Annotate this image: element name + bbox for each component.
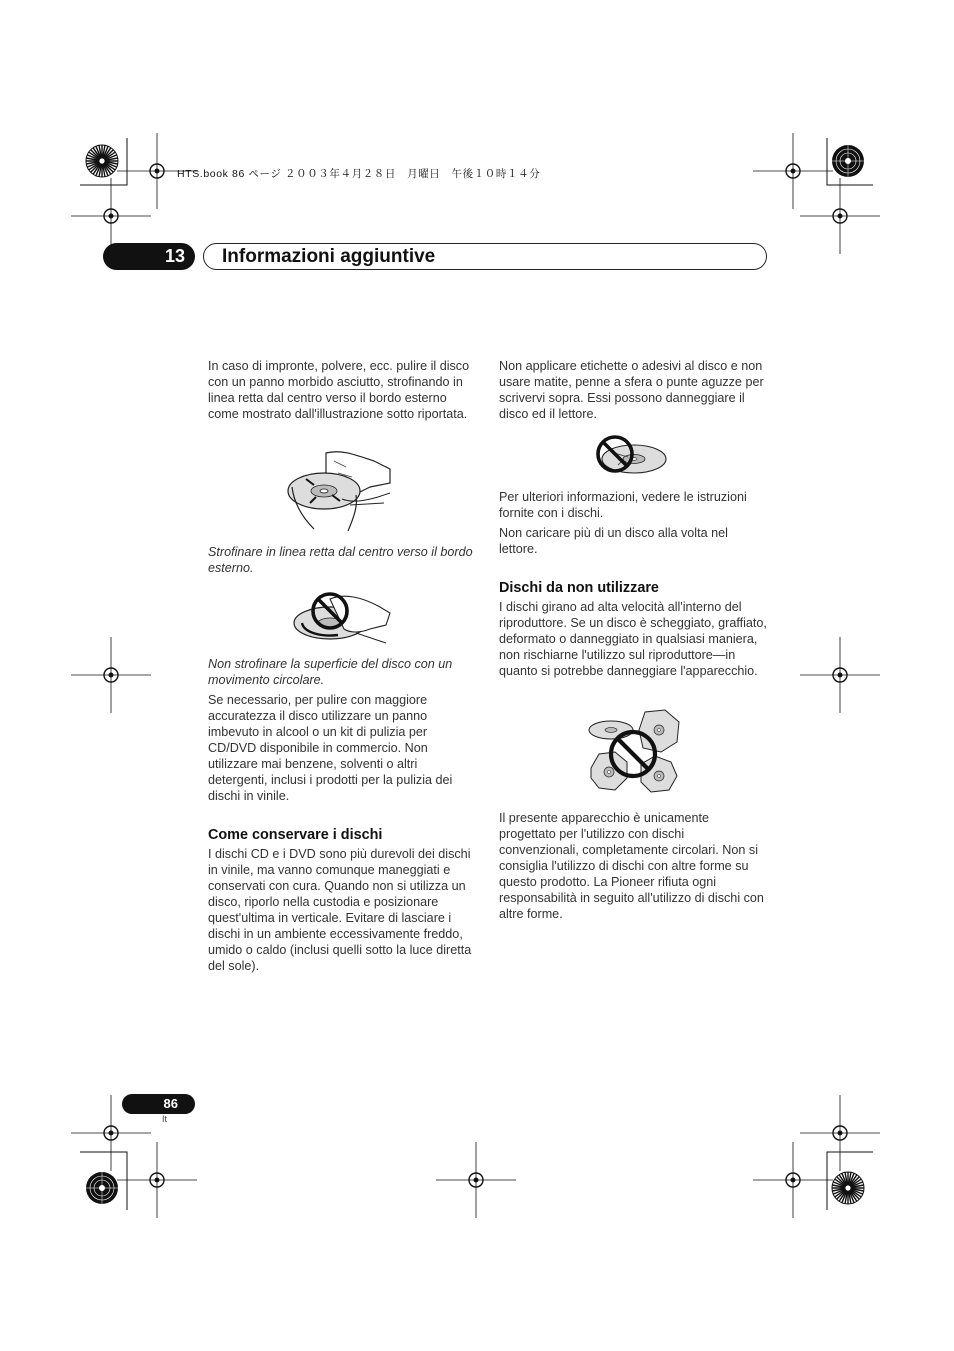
no-labels-on-disc-illustration [594,433,668,477]
intro-paragraph [208,358,476,422]
chapter-title: Informazioni aggiuntive [203,243,767,270]
info-paragraph: Per ulteriori informazioni, vedere le istruzioni fornite con i dischi. [499,490,747,520]
cleaning-paragraph: Se necessario, per pulire con maggiore accuratezza il disco utilizzare un panno imbevuto in alcool o un kit di pulizia per CD/DVD disponibile in commercio. Non utilizzare mai benzene, solventi o altri detergenti, inclusi i prodotti per la pulizia dei dischi in vinile. [208,693,453,803]
caption-wrong-wiping: Non strofinare la superficie del disco con un movimento circolare. [208,657,453,687]
page-number-badge: 86 [122,1094,195,1114]
chapter-number-badge: 13 [103,243,195,270]
storage-paragraph: I dischi CD e i DVD sono più durevoli dei dischi in vinile, ma vanno comunque maneggiati e conservati con cura. Quando non si utilizza un disco, riporlo nella custodia e posizionare quest'ultima in verticale. Evitare di lasciare i dischi in un ambiente eccessivamente freddo, umido o caldo (inclusi quelli sotto la luce diretta del sole). [208,847,472,973]
caption-correct-wiping: Strofinare in linea retta dal centro verso il bordo esterno. [208,545,473,575]
disc-wipe-circular-prohibited-illustration [290,589,396,645]
disc-wipe-straight-illustration [286,447,396,533]
odd-shaped-discs-prohibited-illustration [585,706,681,798]
unusable-discs-paragraph: I dischi girano ad alta velocità all'interno del riproduttore. Se un disco è scheggiato, graffiato, deformato o danneggiato in qualsiasi maniera, non rischiarne l'utilizzo sul riproduttore—in quanto si potrebbe danneggiare l'apparecchio. [499,600,767,678]
labels-warning-paragraph: Non applicare etichette o adesivi al disco e non usare matite, penne a sfera o punte aguzze per scrivervi sopra. Essi possono danneggiare il disco ed il lettore. [499,359,764,421]
single-disc-paragraph: Non caricare più di un disco alla volta nel lettore. [499,526,728,556]
unusable-discs-heading: Dischi da non utilizzare [499,580,659,596]
intro-text: In caso di impronte, polvere, ecc. pulire il disco con un panno morbido asciutto, strofinando in linea retta dal centro verso il bordo esterno come mostrato dall'illustrazione sotto riportata. [208,359,470,421]
storage-heading: Come conservare i dischi [208,827,383,843]
print-header: HTS.book 86 ページ ２００３年４月２８日 月曜日 午後１０時１４分 [177,168,541,180]
disc-shape-paragraph: Il presente apparecchio è unicamente progettato per l'utilizzo con dischi convenzionali, completamente circolari. Non si consiglia l'utilizzo di dischi con altre forme su questo prodotto. La Pioneer rifiuta ogni responsabilità in seguito all'utilizzo di dischi con altre forme. [499,811,764,921]
language-code: It [162,1114,168,1124]
